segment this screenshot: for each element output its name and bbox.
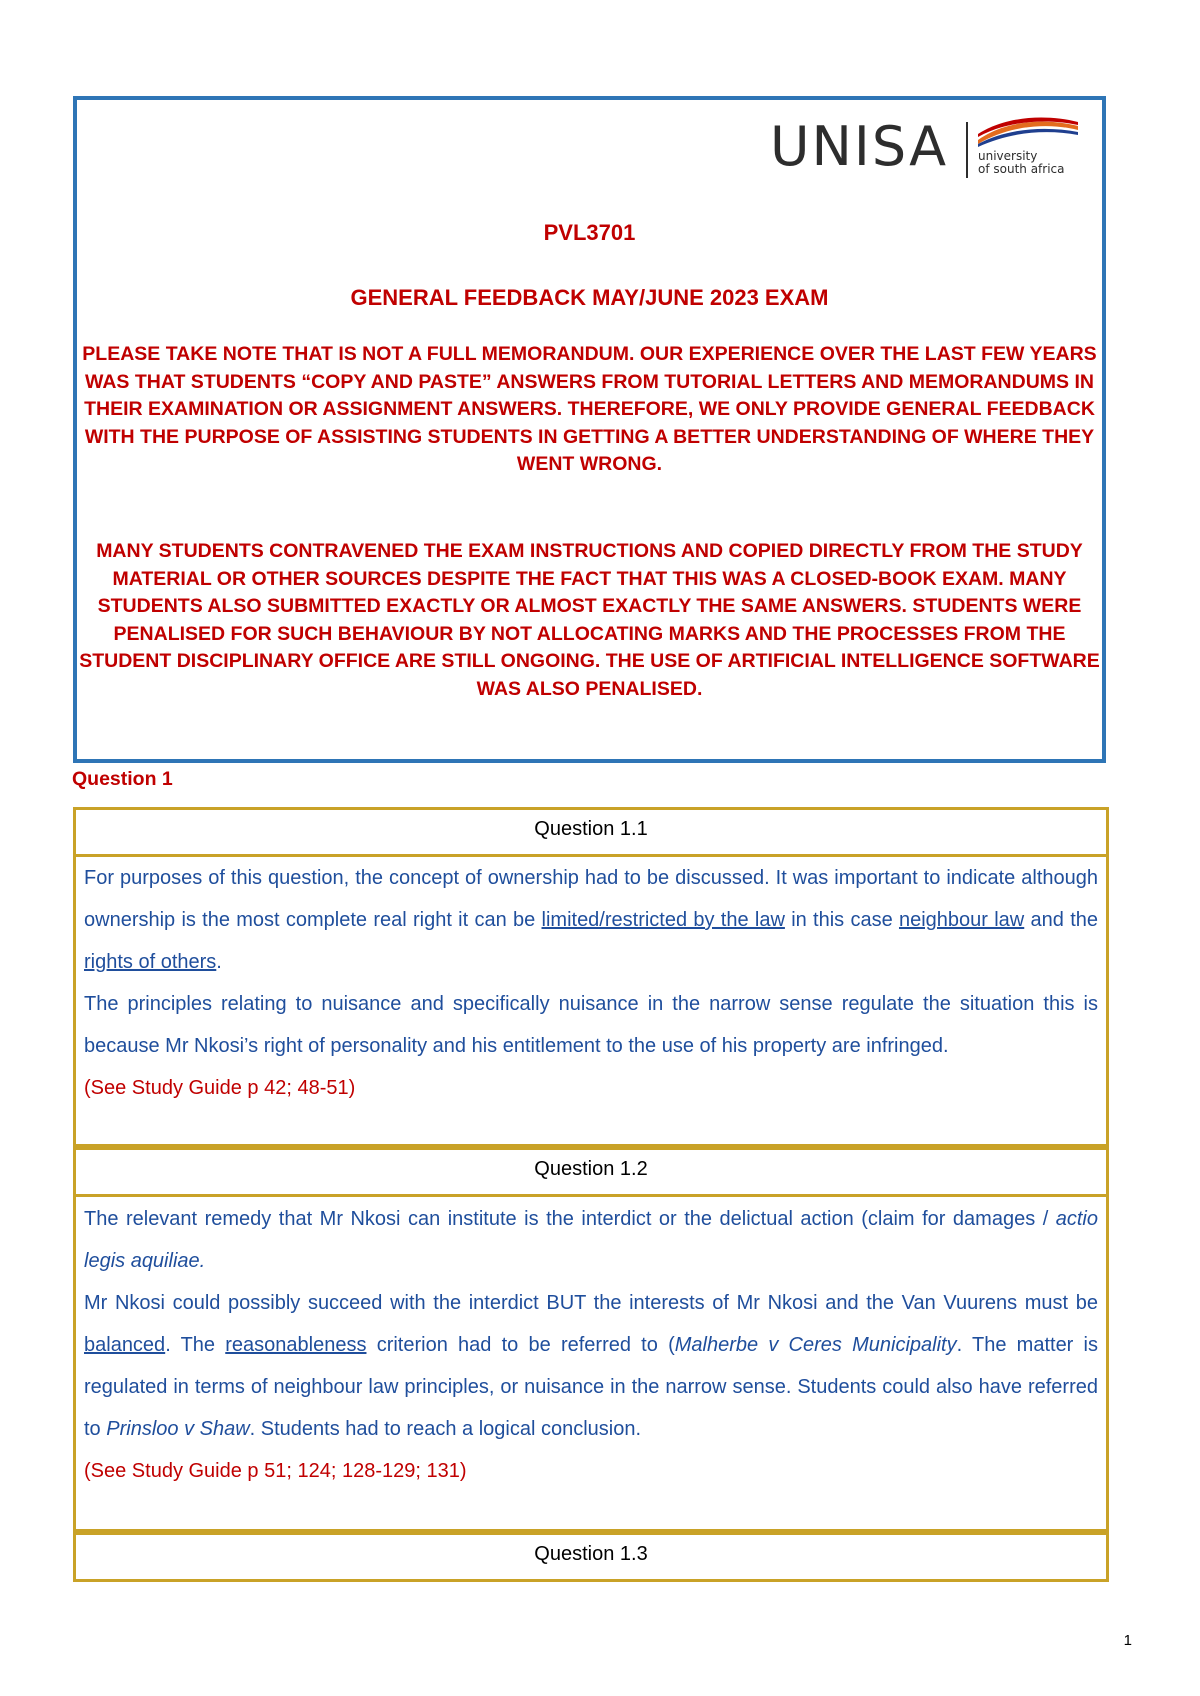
question-1-3-title: Question 1.3 (534, 1543, 648, 1565)
underlined-term: balanced (84, 1334, 166, 1356)
course-code: PVL3701 (543, 220, 636, 245)
question-1-1-title: Question 1.1 (534, 818, 648, 840)
unisa-logo (770, 114, 1080, 180)
question-1-1-answer (84, 857, 1098, 1109)
underlined-term: rights of others (84, 951, 217, 973)
page-number: 1 (1123, 1632, 1132, 1649)
underlined-term: reasonableness (225, 1334, 367, 1356)
question-heading: Question 1 (72, 768, 173, 790)
logo-subtitle-line-1: university (978, 149, 1038, 163)
document-title: GENERAL FEEDBACK MAY/JUNE 2023 EXAM (350, 285, 829, 310)
study-guide-reference: (See Study Guide p 42; 48-51) (84, 1077, 356, 1099)
underlined-term: limited/restricted by the law (541, 909, 785, 931)
logo-divider (966, 122, 968, 178)
logo-subtitle-line-2: of south africa (978, 162, 1065, 176)
underlined-term: neighbour law (898, 909, 1025, 931)
notice-paragraph-2: MANY STUDENTS CONTRAVENED THE EXAM INSTRUCTIONS AND COPIED DIRECTLY FROM THE STUDY MATERIAL OR OTHER SOURCES DESPITE THE FACT THAT THIS WAS A CLOSED-BOOK EXAM. MANY STUDENTS ALSO SUBMITTED EXACTLY OR ALMOST EXACTLY THE SAME ANSWERS. STUDENTS WERE PENALISED FOR SUCH BEHAVIOUR BY NOT ALLOCATING MARKS AND THE PROCESSES FROM THE STUDENT DISCIPLINARY OFFICE ARE STILL ONGOING. THE USE OF ARTIFICIAL INTELLIGENCE SOFTWARE WAS ALSO PENALISED. (79, 540, 1100, 700)
notice-paragraph-1: PLEASE TAKE NOTE THAT IS NOT A FULL MEMORANDUM. OUR EXPERIENCE OVER THE LAST FEW YEARS WAS THAT STUDENTS “COPY AND PASTE” ANSWERS FROM TUTORIAL LETTERS AND MEMORANDUMS IN THEIR EXAMINATION OR ASSIGNMENT ANSWERS. THEREFORE, WE ONLY PROVIDE GENERAL FEEDBACK WITH THE PURPOSE OF ASSISTING STUDENTS IN GETTING A BETTER UNDERSTANDING OF WHERE THEY WENT WRONG. (82, 343, 1097, 475)
logo-wordmark: UNISA (770, 115, 949, 178)
case-name: Malherbe v Ceres Municipality (674, 1334, 957, 1356)
question-1-2-title: Question 1.2 (534, 1158, 648, 1180)
study-guide-reference: (See Study Guide p 51; 124; 128-129; 131) (84, 1460, 467, 1482)
answer-paragraph: For purposes of this question, the concept of ownership had to be discussed. It was important to indicate although ownership is the most complete real right it can be limited/restricted by the law in this case neighbour law and the rights of others. (84, 867, 1098, 973)
flag-swoosh-icon (976, 116, 1080, 150)
answer-paragraph: The principles relating to nuisance and specifically nuisance in the narrow sense regulate the situation this is because Mr Nkosi’s right of personality and his entitlement to the use of his property are infringed. (84, 993, 1098, 1057)
italic-term: actio legis aquiliae. (84, 1208, 1098, 1272)
answer-paragraph: The relevant remedy that Mr Nkosi can institute is the interdict or the delictual action (claim for damages / actio legis aquiliae. (84, 1208, 1098, 1272)
answer-paragraph: Mr Nkosi could possibly succeed with the interdict BUT the interests of Mr Nkosi and the Van Vuurens must be balanced. The reasonableness criterion had to be referred to (Malherbe v Ceres Municipality. The matter is regulated in terms of neighbour law principles, or nuisance in the narrow sense. Students could also have referred to Prinsloo v Shaw. Students had to reach a logical conclusion. (84, 1292, 1098, 1440)
case-name: Prinsloo v Shaw (106, 1418, 250, 1440)
question-1-2-answer (84, 1198, 1098, 1492)
logo-subtitle (978, 150, 1065, 176)
